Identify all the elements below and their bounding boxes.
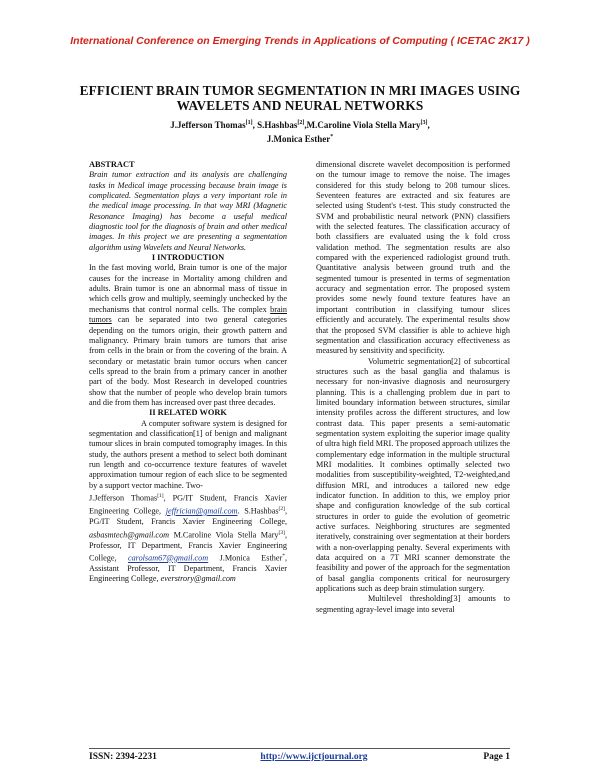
footnote-affiliation-1: , PG/IT Student, Francis Xavier Engineering College, xyxy=(89,493,288,516)
abstract-text: Brain tumor extraction and its analysis are challenging tasks in Medical image processing because brain image is complicated. Segmentation plays a very important role in the medical image processing. In that way MRI (Magnetic Resonance Imaging) has become a useful medical diagnostic tool for the diagnosis of brain and other medical images. In this project we are presenting a segmentation algorithm using Wavelets and Neural Networks. xyxy=(89,170,287,252)
related-work-text: A computer software system is designed for segmentation and classification[1] of benign and malignant tumour slices in brain computed tomography images. In this study, the authors present a method to select both dominant run length and co-occurrence texture features of wavelet approximation tumour region of each slice to be segmented by a support vector machine. Two- xyxy=(89,418,287,490)
issn: ISSN: 2394-2231 xyxy=(89,752,157,762)
author-1: J.Jefferson Thomas xyxy=(170,120,246,130)
introduction-heading: I INTRODUCTION xyxy=(151,253,225,263)
journal-url-link[interactable]: http://www.ijctjournal.org xyxy=(260,752,368,762)
introduction-text-part-2: can be separated into two general categories depending on the tumors origin, their growth pattern and malignancy. Primary brain tumors are tumors that arise from cells in the brain or from the covering of the brain. A secondary or metastatic brain tumor occurs when cancer cells spread to the brain from a primary cancer in another part of the body. Most Research in developed countries show that the number of people who develop brain tumors and die from them has increased over past three decades. xyxy=(89,315,287,407)
author-list xyxy=(70,117,530,145)
footnote-author-3: M.Caroline Viola Stella Mary xyxy=(169,530,279,540)
related-work-heading: II RELATED WORK xyxy=(149,408,227,418)
page-number: Page 1 xyxy=(483,752,510,762)
author-3: ,M.Caroline Viola Stella Mary xyxy=(304,120,421,130)
footnote-affiliation-3: , Professor, IT Department, Francis Xavier Engineering College, xyxy=(89,530,287,563)
author-2-ref: [2] xyxy=(297,120,305,126)
conference-header: International Conference on Emerging Trends in Applications of Computing ( ICETAC 2K17 ) xyxy=(70,35,530,47)
right-paragraph-1: dimensional discrete wavelet decomposition is performed on the tumour image to remove the noise. The images considered for this study belong to 208 tumour slices. Seventeen features are extracted and six features are selected using Student's t-test. This study constructed the SVM and probabilistic neural network (PNN) classifiers with the selected features. The classification accuracy of both classifiers are evaluated using the k fold cross validation method. The segmentation results are also compared with the experienced radiologist ground truth. Quantitative analysis between ground truth and the segmented tumour is presented in terms of segmentation accuracy and segmentation error. The proposed system provides some newly found texture features have an important contribution in classifying tumour slices efficiently and accurately. The experimental results show that the proposed SVM classifier is able to achieve high segmentation and classification accuracy effectiveness as measured by sensitivity and specificity. xyxy=(316,160,510,356)
brain-tumors-link[interactable]: brain tumors xyxy=(89,304,287,325)
email-2: asbasmtech@gmail.com xyxy=(89,530,170,540)
footnote-ref-4: * xyxy=(282,552,285,559)
footnote-affiliation-4: , Assistant Professor, IT Department, Francis Xavier Engineering College, xyxy=(89,553,287,584)
footnote-affiliation-2: , PG/IT Student, Francis Xavier Engineering College, xyxy=(89,506,288,527)
footer-divider xyxy=(89,748,510,749)
paper-title: EFFICIENT BRAIN TUMOR SEGMENTATION IN MRI IMAGES USING WAVELETS AND NEURAL NETWORKS xyxy=(79,83,521,113)
author-footnote xyxy=(89,491,287,585)
right-column xyxy=(316,160,510,615)
footnote-ref-1: [1] xyxy=(157,493,164,499)
author-4: J.Monica Esther xyxy=(266,134,331,144)
author-3-ref: [3] xyxy=(420,120,428,126)
right-paragraph-2: Volumetric segmentation[2] of subcortical structures such as the basal ganglia and thalamus is necessary for non-invasive diagnosis and neurosurgery planning. This is a challenging problem due in part to limited boundary information between structures, similar intensity profiles across the different structures, and low contrast data. This paper presents a semi-automatic segmentation system exploiting the superior image quality of ultra high field MRI. The proposed approach utilizes the complementary edge information in the multiple structural MRI modalities. It combines optimally selected two modalities from susceptibility-weighted, T2-weighted,and diffusion MRI, and introduces a tailored new edge indicator function. In addition to this, we employ prior shape and configuration knowledge of the sub cortical structures in order to guide the evolution of geometric active surfaces. Neighboring structures are segmented iteratively, constraining over segmentation at their borders with a non-overlapping penalty. Several experiments with data acquired on a 7T MRI scanner demonstrate the feasibility and power of the approach for the segmentation of basal ganglia components critical for neurosurgery applications such as deep brain stimulation surgery. xyxy=(316,356,510,594)
footnote-author-4: J.Monica Esther xyxy=(208,553,283,563)
page-footer xyxy=(89,752,510,766)
left-column xyxy=(89,160,287,585)
footnote-ref-3: [3] xyxy=(278,529,285,536)
email-link-3[interactable]: carolsam67@gmail.com xyxy=(127,553,209,563)
footnote-author-1: J.Jefferson Thomas xyxy=(89,493,158,503)
author-2: , S.Hashbas xyxy=(252,120,298,130)
author-1-ref: [1] xyxy=(245,120,253,126)
introduction-text xyxy=(89,263,287,408)
abstract-heading: ABSTRACT xyxy=(89,160,135,169)
email-link-1[interactable]: jeffrician@gmail.com xyxy=(165,506,238,516)
footnote-author-2: . S.Hashbas xyxy=(237,506,279,516)
email-4: everstrory@gmail.com xyxy=(160,574,236,584)
right-paragraph-3: Multilevel thresholding[3] amounts to segmenting agray-level image into several xyxy=(316,594,510,614)
author-4-ref: * xyxy=(330,134,334,140)
footnote-ref-2: [2] xyxy=(278,506,285,513)
author-separator: , xyxy=(427,120,430,130)
introduction-text-part-1: In the fast moving world, Brain tumor is one of the major causes for the increase in Mortality among children and adults. Brain tumor is one an abnormal mass of tissue in which cells grow and multiply, seemingly unchecked by the mechanisms that control normal cells. The complex xyxy=(89,263,287,314)
